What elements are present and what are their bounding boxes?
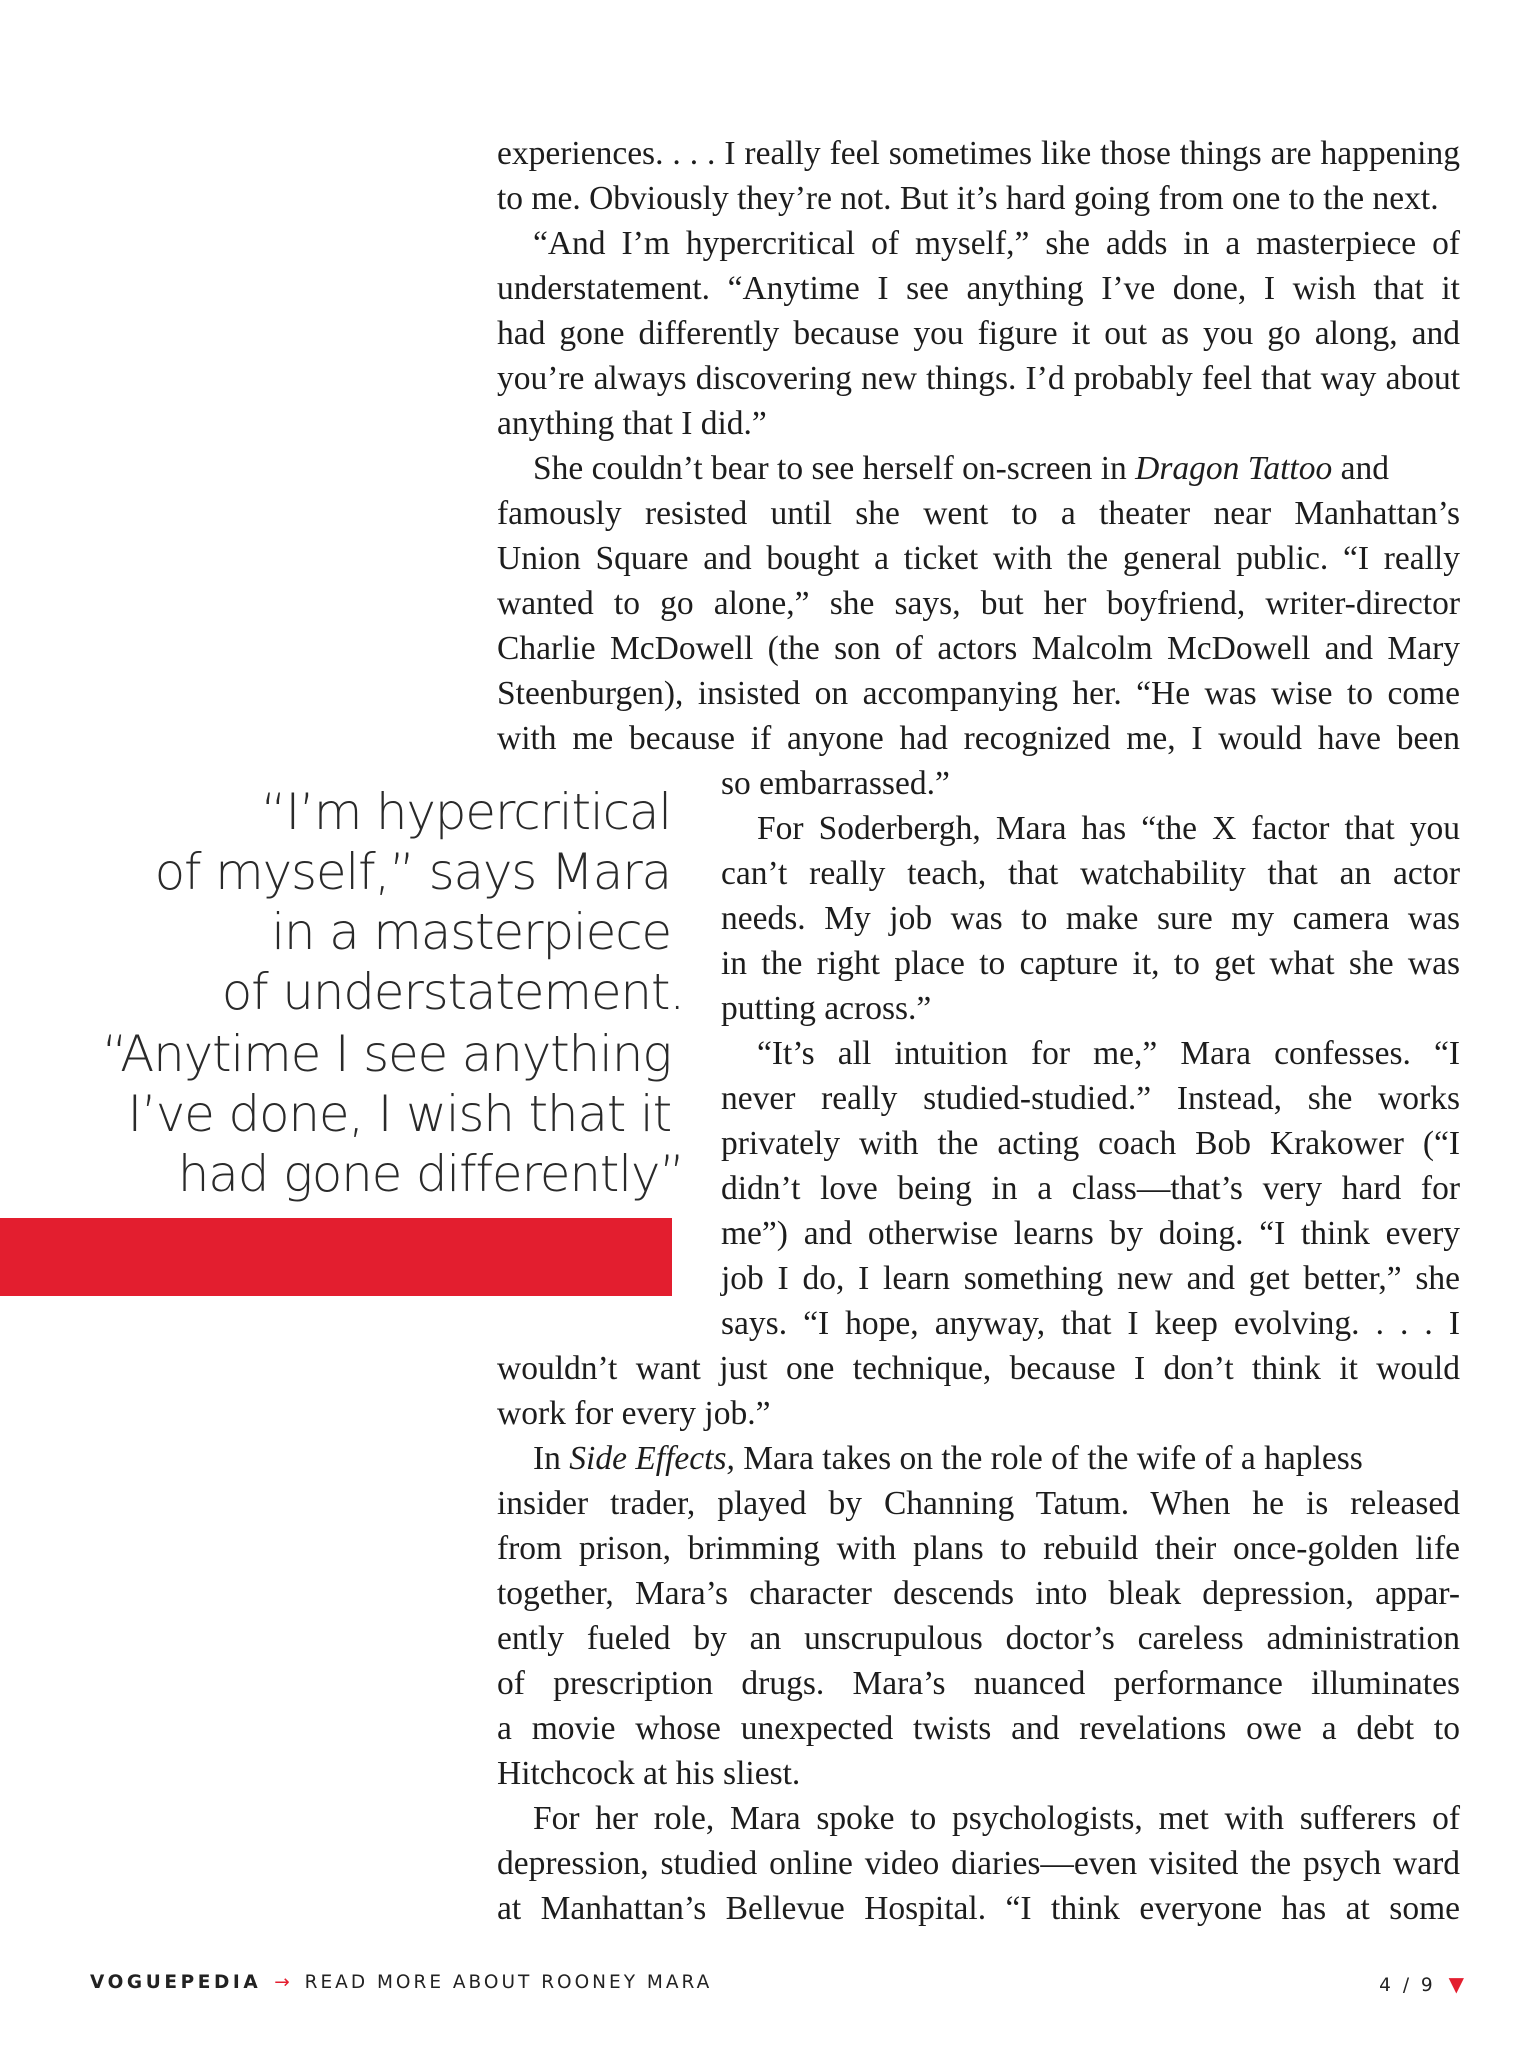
body-line: wanted to go alone,” she says, but her boyfriend, writer-director [497, 585, 1460, 622]
body-line: together, Mara’s character descends into bleak depression, appar- [497, 1575, 1460, 1612]
body-line: wouldn’t want just one technique, because I don’t think it would [497, 1350, 1460, 1387]
body-line: famously resisted until she went to a theater near Manhattan’s [497, 495, 1460, 532]
body-line: understatement. “Anytime I see anything I’ve done, I wish that it [497, 270, 1460, 307]
page-indicator[interactable] [1379, 1972, 1464, 1996]
pull-quote-line: had gone differently” [177, 1145, 684, 1203]
page-number: 4 / 9 [1379, 1975, 1436, 1996]
pull-quote-line: of myself,” says Mara [154, 843, 671, 901]
body-line: In Side Effects, Mara takes on the role of the wife of a hapless [533, 1440, 1363, 1477]
read-more-link[interactable]: READ MORE ABOUT ROONEY MARA [304, 1972, 713, 1993]
body-line: experiences. . . . I really feel sometimes like those things are happening [497, 135, 1460, 172]
footer-link[interactable] [90, 1972, 712, 2000]
body-line: of prescription drugs. Mara’s nuanced performance illuminates [497, 1665, 1460, 1702]
body-line: so embarrassed.” [721, 765, 950, 802]
body-line: a movie whose unexpected twists and revelations owe a debt to [497, 1710, 1460, 1747]
pull-quote-line: “I’m hypercritical [260, 783, 671, 841]
body-line: insider trader, played by Channing Tatum. When he is released [497, 1485, 1460, 1522]
body-line: ently fueled by an unscrupulous doctor’s careless administration [497, 1620, 1460, 1657]
body-line: Union Square and bought a ticket with the general public. “I really [497, 540, 1460, 577]
pull-quote-line: in a masterpiece [271, 903, 671, 961]
body-line: Steenburgen), insisted on accompanying her. “He was wise to come [497, 675, 1460, 712]
body-line: needs. My job was to make sure my camera was [721, 900, 1460, 937]
body-line: didn’t love being in a class—that’s very hard for [721, 1170, 1460, 1207]
body-line: For her role, Mara spoke to psychologists, met with sufferers of [533, 1800, 1460, 1837]
body-line: job I do, I learn something new and get better,” she [721, 1260, 1460, 1297]
body-line: Charlie McDowell (the son of actors Malcolm McDowell and Mary [497, 630, 1460, 667]
body-line: “It’s all intuition for me,” Mara confesses. “I [757, 1035, 1460, 1072]
body-line: “And I’m hypercritical of myself,” she adds in a masterpiece of [533, 225, 1460, 262]
body-line: with me because if anyone had recognized me, I would have been [497, 720, 1460, 757]
body-line: anything that I did.” [497, 405, 767, 442]
body-line: me”) and otherwise learns by doing. “I think every [721, 1215, 1460, 1252]
triangle-down-icon[interactable]: ▼ [1448, 1972, 1464, 1996]
body-line: never really studied-studied.” Instead, she works [721, 1080, 1460, 1117]
body-line: from prison, brimming with plans to rebuild their once-golden life [497, 1530, 1460, 1567]
film-title: Side Effects, [569, 1440, 735, 1477]
body-line: to me. Obviously they’re not. But it’s hard going from one to the next. [497, 180, 1439, 217]
body-line: at Manhattan’s Bellevue Hospital. “I think everyone has at some [497, 1890, 1460, 1927]
pull-quote-line: of understatement. [221, 963, 684, 1021]
brand-label: VOGUEPEDIA [90, 1972, 262, 1993]
film-title: Dragon Tattoo [1135, 450, 1333, 487]
body-line: depression, studied online video diaries—even visited the psych ward [497, 1845, 1460, 1882]
body-line: privately with the acting coach Bob Krakower (“I [721, 1125, 1460, 1162]
red-accent-bar [0, 1218, 672, 1296]
body-line: Hitchcock at his sliest. [497, 1755, 801, 1792]
body-line: work for every job.” [497, 1395, 771, 1432]
body-line: She couldn’t bear to see herself on-screen in Dragon Tattoo and [533, 450, 1389, 487]
body-line: For Soderbergh, Mara has “the X factor that you [757, 810, 1460, 847]
body-line: says. “I hope, anyway, that I keep evolving. . . . I [721, 1305, 1460, 1342]
body-line: can’t really teach, that watchability that an actor [721, 855, 1460, 892]
body-line: putting across.” [721, 990, 932, 1027]
pull-quote-line: I’ve done, I wish that it [127, 1085, 671, 1143]
body-line: you’re always discovering new things. I’d probably feel that way about [497, 360, 1460, 397]
pull-quote-line: “Anytime I see anything [101, 1025, 671, 1083]
body-line: had gone differently because you figure it out as you go along, and [497, 315, 1460, 352]
body-line: in the right place to capture it, to get what she was [721, 945, 1460, 982]
arrow-right-icon: → [274, 1972, 290, 1993]
